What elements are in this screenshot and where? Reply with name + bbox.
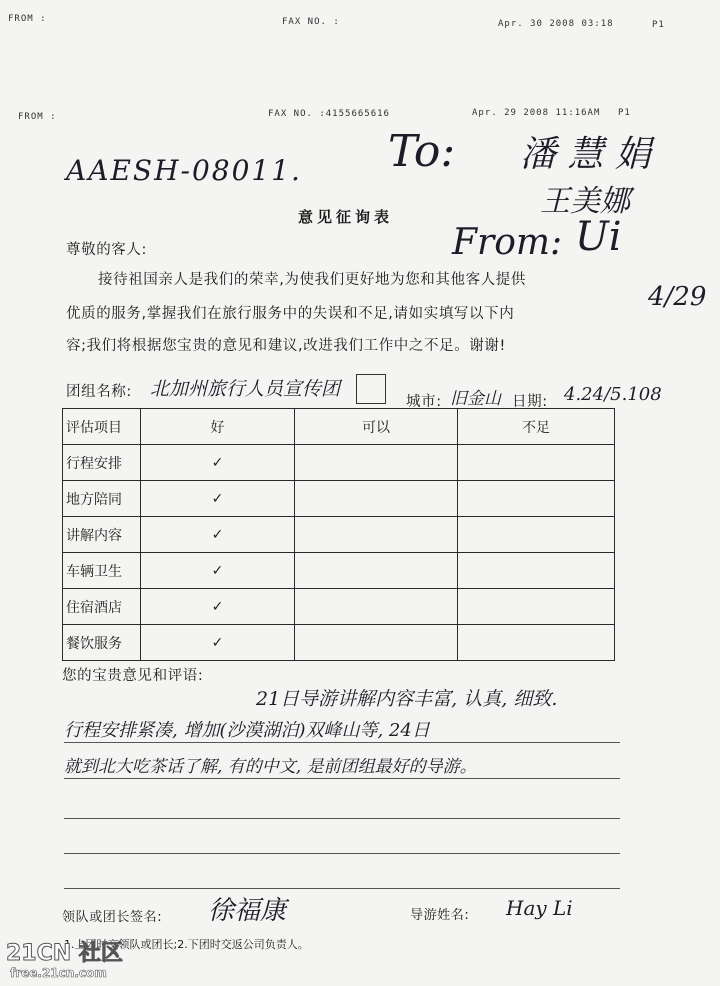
empty-cell (458, 625, 615, 661)
row-item-label: 地方陪同 (63, 481, 141, 517)
table-row (63, 481, 615, 517)
comments-label: 您的宝贵意见和评语: (62, 668, 204, 684)
header-insufficient: 不足 (458, 409, 615, 445)
handwritten-sender: Ui (575, 214, 622, 260)
group-name-label: 团组名称: (66, 384, 132, 400)
checkmark: ✓ (141, 445, 295, 481)
intro-line-1: 接待祖国亲人是我们的荣幸,为使我们更好地为您和其他客人提供 (98, 272, 527, 288)
table-row (63, 445, 615, 481)
checkmark: ✓ (141, 553, 295, 589)
empty-cell (295, 589, 458, 625)
comment-rule (64, 818, 620, 819)
empty-cell (458, 481, 615, 517)
row-item-label: 车辆卫生 (63, 553, 141, 589)
fax-number-label-2: FAX NO. :4155665616 (268, 109, 390, 119)
group-name-box (356, 374, 386, 404)
row-item-label: 餐饮服务 (63, 625, 141, 661)
handwritten-to-label: To: (388, 126, 456, 177)
checkmark: ✓ (141, 517, 295, 553)
evaluation-table (62, 408, 615, 661)
table-row (63, 553, 615, 589)
header-item: 评估项目 (63, 409, 141, 445)
watermark-brand: 21CN 社区 (6, 941, 123, 966)
table-row (63, 517, 615, 553)
empty-cell (295, 481, 458, 517)
table-row (63, 589, 615, 625)
date-label: 日期: (512, 394, 548, 410)
watermark-url: free.21cn.com (10, 966, 107, 980)
empty-cell (295, 445, 458, 481)
handwritten-date-note: 4/29 (648, 282, 707, 312)
handwritten-city: 旧金山 (450, 389, 501, 409)
fax-from-label-2: FROM : (18, 112, 57, 122)
empty-cell (295, 553, 458, 589)
handwritten-date: 4.24/5.108 (564, 384, 662, 405)
empty-cell (458, 589, 615, 625)
handwritten-comment-1: 21日导游讲解内容丰富, 认真, 细致. (256, 688, 558, 710)
fax-from-label: FROM : (8, 14, 47, 24)
city-label: 城市: (406, 394, 442, 410)
footnote: 1.上团时交领队或团长;2.下团时交返公司负责人。 (64, 938, 309, 951)
row-item-label: 住宿酒店 (63, 589, 141, 625)
checkmark: ✓ (141, 625, 295, 661)
handwritten-leader-signature: 徐福康 (208, 896, 287, 926)
fax-page-2: P1 (618, 108, 631, 118)
handwritten-comment-3: 就到北大吃茶话了解, 有的中文, 是前团组最好的导游。 (64, 757, 477, 777)
empty-cell (458, 553, 615, 589)
form-title: 意见征询表 (298, 208, 394, 226)
evaluation-table-header (63, 409, 615, 445)
header-good: 好 (141, 409, 295, 445)
handwritten-guide-name: Hay Li (506, 896, 573, 920)
comment-rule (64, 853, 620, 854)
empty-cell (295, 625, 458, 661)
handwritten-recipient-2: 王美娜 (540, 184, 630, 219)
row-item-label: 行程安排 (63, 445, 141, 481)
handwritten-from-label: From: (452, 222, 563, 263)
handwritten-reference-code: AAESH-08011. (66, 154, 302, 187)
checkmark: ✓ (141, 589, 295, 625)
comment-rule (64, 888, 620, 889)
header-acceptable: 可以 (295, 409, 458, 445)
checkmark: ✓ (141, 481, 295, 517)
guide-name-label: 导游姓名: (410, 908, 470, 923)
fax-datetime-2: Apr. 29 2008 11:16AM (472, 108, 601, 118)
leader-signature-label: 领队或团长签名: (62, 910, 163, 925)
intro-line-2: 优质的服务,掌握我们在旅行服务中的失误和不足,请如实填写以下内 (66, 306, 515, 322)
empty-cell (458, 445, 615, 481)
intro-line-3: 容;我们将根据您宝贵的意见和建议,改进我们工作中之不足。谢谢! (66, 338, 506, 354)
empty-cell (295, 517, 458, 553)
handwritten-comment-2: 行程安排紧凑, 增加(沙漠湖泊)双峰山等, 24日 (64, 720, 430, 741)
fax-page: P1 (652, 20, 665, 30)
empty-cell (458, 517, 615, 553)
greeting: 尊敬的客人: (66, 242, 147, 258)
watermark (4, 936, 154, 984)
handwritten-recipient-1: 潘 慧 娟 (520, 134, 651, 175)
row-item-label: 讲解内容 (63, 517, 141, 553)
fax-number-label: FAX NO. : (282, 17, 340, 27)
comment-rule (64, 778, 620, 779)
handwritten-group-name: 北加州旅行人员宣传团 (150, 378, 341, 400)
fax-datetime: Apr. 30 2008 03:18 (498, 19, 614, 29)
table-row (63, 625, 615, 661)
comment-rule (64, 742, 620, 743)
